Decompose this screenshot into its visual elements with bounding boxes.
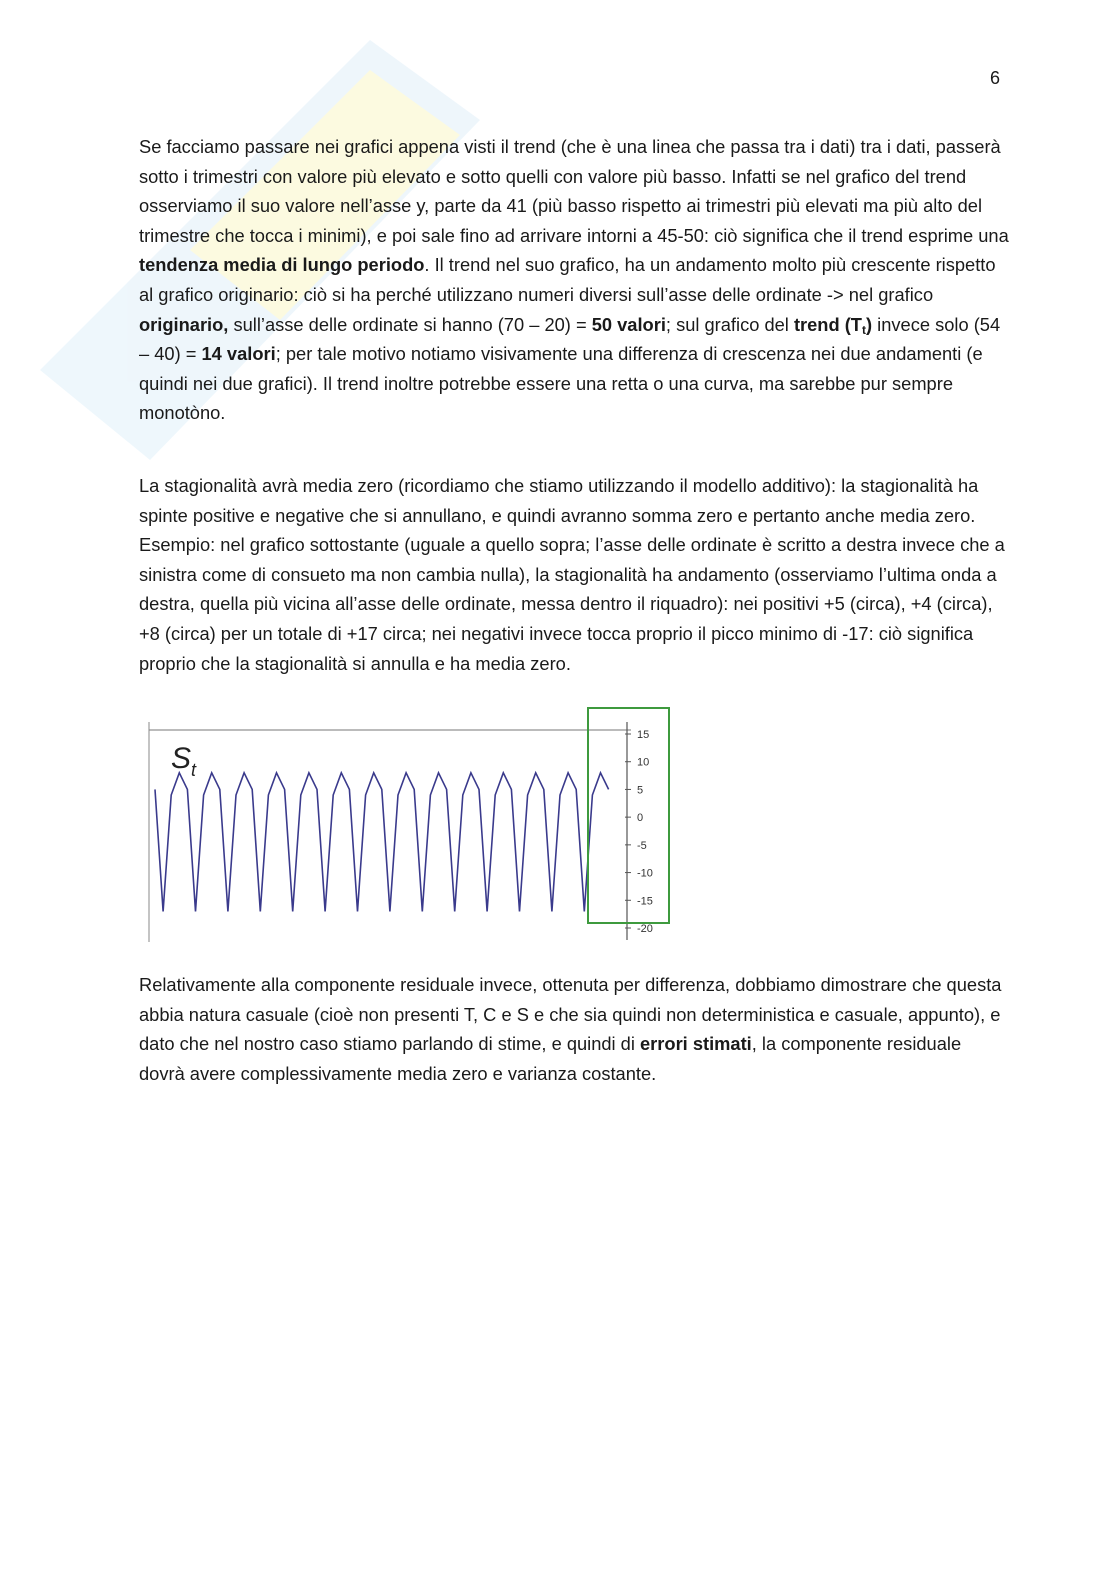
y-tick-label: -20 <box>637 923 653 935</box>
y-tick-label: -5 <box>637 839 647 852</box>
paragraph-residual: Relativamente alla componente residuale invece, ottenuta per differenza, dobbiamo dimostrare che questa abbia natura casuale (cioè non presenti T, C e S e che sia quindi non deterministica e casuale, appunto), e dato che nel nostro caso stiamo parlando di stime, e quindi di errori stimati, la componente residuale dovrà avere complessivamente media zero e varianza costante. <box>139 974 1002 1084</box>
y-tick-label: -15 <box>637 895 653 908</box>
y-tick-label: 5 <box>637 784 644 797</box>
series-label: $S_t$ <box>171 742 197 780</box>
highlight-box <box>588 708 669 923</box>
y-tick-label: 0 <box>637 812 644 825</box>
page-number: 6 <box>990 68 1001 88</box>
y-tick-label: -10 <box>637 867 653 880</box>
seasonality-series-line <box>155 773 609 912</box>
paragraph-trend: Se facciamo passare nei grafici appena visti il trend (che è una linea che passa tra i dati) tra i dati, passerà sotto i trimestri con valore più elevato e sotto quelli con valore più basso. Infatti se nel grafico del trend osserviamo il suo valore nell’asse y, parte da 41 (più basso rispetto ai trimestri più elevati ma più alto del trimestre che tocca i minimi), e poi sale fino ad arrivare intorni a 45-50: ciò significa che il trend esprime una tendenza media di lungo periodo. Il trend nel suo grafico, ha un andamento molto più crescente rispetto al grafico originario: ciò si ha perché utilizzano numeri diversi sull’asse delle ordinate -> nel grafico originario, sull’asse delle ordinate si hanno (70 – 20) = 50 valori; sul grafico del trend $(T_t)$ invece solo (54 – 40) = 14 valori; per tale motivo notiamo visivamente una differenza di crescenza nei due andamenti (e quindi nei due grafici). Il trend inoltre potrebbe essere una retta o una curva, ma sarebbe pur sempre monotòno. <box>139 136 1009 424</box>
y-tick-label: 10 <box>637 756 650 769</box>
y-tick-label: 15 <box>637 729 650 741</box>
seasonality-chart <box>143 706 683 946</box>
paragraph-seasonality: La stagionalità avrà media zero (ricordiamo che stiamo utilizzando il modello additivo): la stagionalità ha spinte positive e negative che si annullano, e quindi avranno somma zero e pertanto anche media zero. Esempio: nel grafico sottostante (uguale a quello sopra; l’asse delle ordinate è scritto a destra invece che a sinistra come di consueto ma non cambia nulla), la stagionalità ha andamento (osserviamo l’ultima onda a destra, quella più vicina all’asse delle ordinate, messa dentro il riquadro): nei positivi +5 (circa), +4 (circa), +8 (circa) per un totale di +17 circa; nei negativi invece tocca proprio il picco minimo di -17: ciò significa proprio che la stagionalità si annulla e ha media zero. <box>139 475 1005 674</box>
